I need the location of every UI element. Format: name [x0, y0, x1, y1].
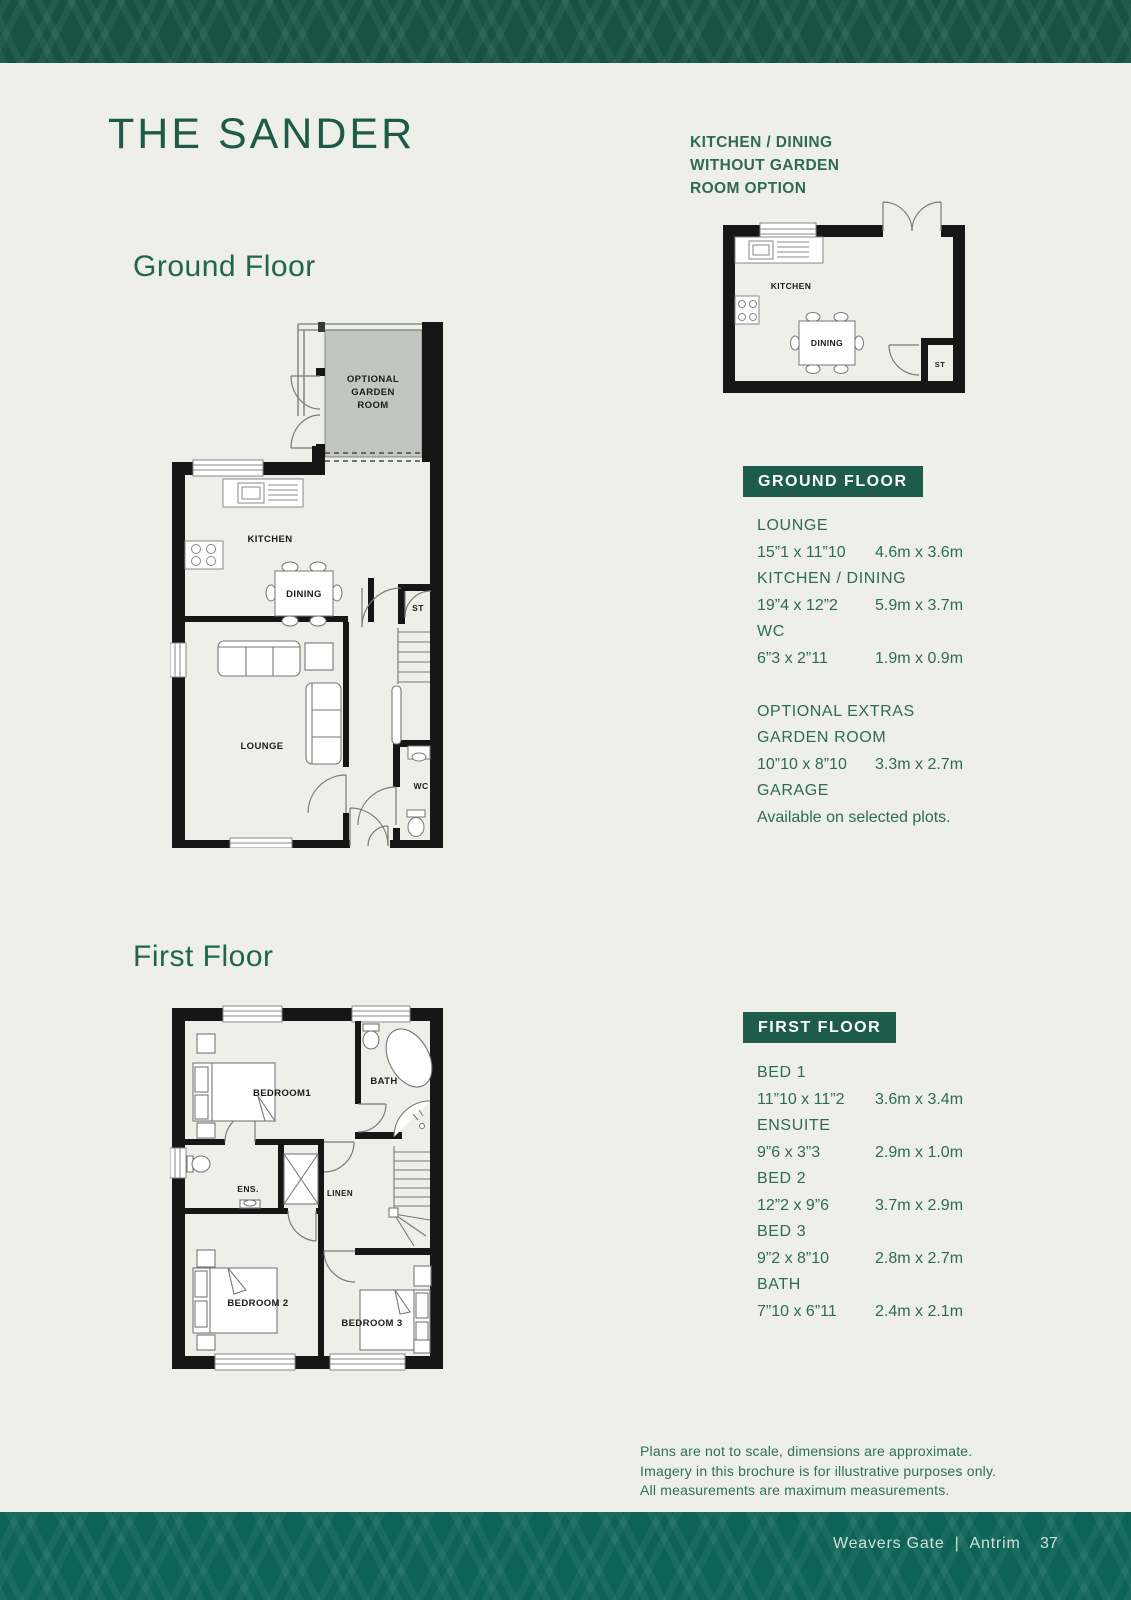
ground-floor-plan	[170, 316, 455, 848]
wc-fittings	[407, 746, 430, 837]
room-name: ENSUITE	[757, 1117, 831, 1134]
dining-label: DINING	[286, 589, 322, 600]
first-floor-badge: FIRST FLOOR	[743, 1012, 896, 1043]
room-dimensions: 6”3 x 2”11 1.9m x 0.9m	[757, 649, 964, 667]
ground-floor-heading: Ground Floor	[133, 250, 316, 283]
page-title: THE SANDER	[108, 110, 416, 158]
room-dimensions: 9”6 x 3”3 2.9m x 1.0m	[757, 1143, 964, 1161]
option-st-label: ST	[934, 360, 946, 369]
ensuite-fittings	[187, 1156, 260, 1208]
room-dimensions: 15”1 x 11”10 4.6m x 3.6m	[757, 543, 964, 561]
footer-text	[833, 1535, 1021, 1553]
footer-separator: |	[954, 1535, 960, 1552]
stairs	[389, 1146, 430, 1246]
ensuite-label: ENS.	[237, 1184, 259, 1194]
kitchen-dining-option-plan	[703, 193, 968, 398]
ground-floor-badge: GROUND FLOOR	[743, 466, 923, 497]
first-floor-dimensions	[757, 1060, 1027, 1325]
room-dimensions: 10”10 x 8”10 3.3m x 2.7m	[757, 755, 964, 773]
first-floor-plan	[170, 996, 455, 1371]
option-dining-label: DINING	[810, 338, 844, 348]
stairs	[392, 628, 430, 744]
first-floor-heading: First Floor	[133, 940, 274, 973]
st-label: ST	[412, 603, 424, 613]
svg-text:ROOM: ROOM	[357, 400, 389, 411]
room-name: WC	[757, 623, 785, 640]
room-name: KITCHEN / DINING	[757, 570, 907, 587]
lounge-label: LOUNGE	[240, 741, 284, 752]
french-doors	[291, 368, 325, 452]
option-plan-caption: KITCHEN / DINING WITHOUT GARDEN ROOM OPTION	[690, 134, 840, 197]
room-dimensions: 11”10 x 11”2 3.6m x 3.4m	[757, 1090, 964, 1108]
bath-label: BATH	[370, 1076, 398, 1087]
bedroom3-label: BEDROOM 3	[341, 1318, 403, 1329]
garden-room	[291, 322, 443, 462]
bedroom1-label: BEDROOM1	[252, 1088, 312, 1099]
room-name: BED 3	[757, 1223, 807, 1240]
room-name: GARDEN ROOM	[757, 729, 887, 746]
svg-text:GARDEN: GARDEN	[351, 387, 395, 398]
garden-room-label: OPTIONAL	[346, 374, 400, 385]
development-name: Weavers Gate	[833, 1535, 945, 1552]
disclaimer: Plans are not to scale, dimensions are approximate. Imagery in this brochure is for illustrative purposes only. All measurements are maximum measurements.	[640, 1443, 997, 1498]
linen-label: LINEN	[327, 1189, 353, 1198]
option-kitchen-label: KITCHEN	[770, 281, 812, 291]
footer-pattern-band	[0, 1512, 1131, 1600]
garage-note: Available on selected plots.	[757, 808, 951, 826]
bedroom2-label: BEDROOM 2	[227, 1298, 289, 1309]
garage-name: GARAGE	[757, 782, 830, 799]
ground-floor-dimensions	[757, 513, 1027, 831]
room-dimensions: 19”4 x 12”2 5.9m x 3.7m	[757, 596, 964, 614]
room-dimensions: 9”2 x 8”10 2.8m x 2.7m	[757, 1249, 964, 1267]
page-number: 37	[1040, 1535, 1058, 1552]
room-name: BED 1	[757, 1064, 807, 1081]
location-name: Antrim	[969, 1535, 1021, 1552]
optional-extras-heading: OPTIONAL EXTRAS	[757, 702, 915, 720]
header-pattern-band	[0, 0, 1131, 63]
room-dimensions: 12”2 x 9”6 3.7m x 2.9m	[757, 1196, 964, 1214]
option-plan-doors	[883, 202, 941, 375]
room-dimensions: 7”10 x 6”11 2.4m x 2.1m	[757, 1302, 964, 1320]
room-name: BATH	[757, 1276, 801, 1293]
room-name: BED 2	[757, 1170, 807, 1187]
wc-label: WC	[413, 781, 429, 791]
kitchen-label: KITCHEN	[247, 534, 293, 545]
linen-cupboard	[284, 1154, 318, 1204]
kitchen-fittings	[185, 479, 303, 569]
spacer	[757, 672, 1027, 699]
room-name: LOUNGE	[757, 517, 829, 534]
